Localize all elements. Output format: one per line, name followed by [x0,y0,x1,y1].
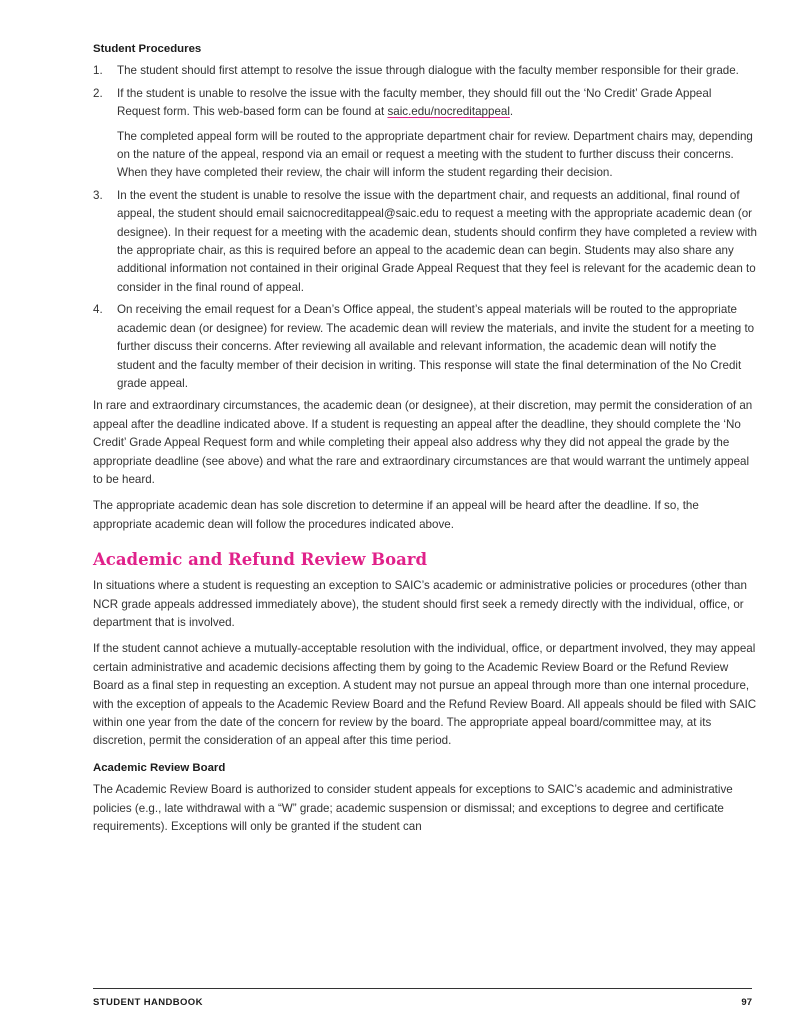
late-appeal-paragraph: In rare and extraordinary circumstances, the academic dean (or designee), at their discretion, may permit the consideration of an appeal after the deadline indicated above. If a student is requesting an appeal after the deadline, they should complete the ‘No Credit’ Grade Appeal Request form and while completing their appeal also address why they did not appeal the grade by the appropriate deadline (see above) and what the rare and extraordinary circumstances are that would warrant the untimely appeal to be heard. [93,399,753,486]
step-text-before-link: If the student is unable to resolve the issue with the faculty member, they should fill out the ‘No Credit’ Grade Appeal Request form. This web-based form can be found at [117,86,712,119]
page-number: 97 [741,997,752,1008]
step-text: The student should first attempt to resolve the issue through dialogue with the faculty member responsible for their grade. [117,64,739,78]
step-text: On receiving the email request for a Dean’s Office appeal, the student’s appeal materials will be routed to the appropriate academic dean (or designee) for review. The academic dean will review the materials, and invite the student for a meeting to further discuss their concerns. After reviewing all available and relevant information, the academic dean will notify the student and the faculty member of their decision in writing. This response will state the final determination of the No Credit grade appeal. [117,303,755,390]
academic-review-board-heading: Academic Review Board [93,761,226,774]
page-content [93,40,757,844]
step-number: 3. [93,188,103,202]
step-subparagraph: The completed appeal form will be routed to the appropriate department chair for review. Department chairs may, depending on the nature of the appeal, respond via an email or request a meeting with the student to further discuss their concerns. When they have completed their review, the chair will inform the student regarding their decision. [117,129,753,180]
dean-discretion-paragraph: The appropriate academic dean has sole discretion to determine if an appeal will be heard after the deadline. If so, the appropriate academic dean will follow the procedures indicated above. [93,499,699,531]
board-appeal-paragraph: If the student cannot achieve a mutually-acceptable resolution with the individual, office, or department involved, they may appeal certain administrative and academic decisions affecting them by going to the Academic Review Board or the Refund Review Board as a final step in requesting an exception. A student may not pursue an appeal through more than one internal procedure, with the exception of appeals to the Academic Review Board and the Refund Review Board. All appeals should be filed with SAIC within one year from the date of the concern for review by the board. The appropriate appeal board/committee may, at its discretion, permit the consideration of an appeal after this time period. [93,642,757,748]
step-text-after-link: . [509,105,514,119]
step-text: In the event the student is unable to resolve the issue with the department chair, and requests an additional, final round of appeal, the student should email saicnocreditappeal@saic.edu to request a meeting with the appropriate academic dean (or designee). In their request for a meeting with the academic dean, students should confirm they have completed a review with the appropriate chair, as this is required before an appeal to the academic dean can begin. Students may also share any additional information not contained in their original Grade Appeal Request that they feel is relevant for the academic dean to consider in the final round of appeal. [117,188,757,294]
footer-divider [93,988,752,989]
section-title: Academic and Refund Review Board [93,550,428,570]
board-intro-paragraph: In situations where a student is requesting an exception to SAIC’s academic or administrative policies or procedures (other than NCR grade appeals addressed immediately above), the student should first seek a remedy directly with the individual, office, or department that is involved. [93,579,747,629]
procedure-step-2 [93,85,757,183]
footer-label: STUDENT HANDBOOK [93,997,203,1008]
procedure-steps-list [93,62,757,393]
academic-review-board-paragraph: The Academic Review Board is authorized to consider student appeals for exceptions to SAIC’s academic and administrative policies (e.g., late withdrawal with a “W” grade; academic suspension or dismissal; and exceptions to degree and certificate requirements). Exceptions will only be granted if the student can [93,783,733,834]
step-number: 4. [93,303,103,317]
procedure-step-3 [93,187,757,297]
step-number: 2. [93,86,103,100]
procedure-step-1 [93,62,757,80]
step-text [117,85,757,122]
nocreditappeal-link[interactable]: saic.edu/nocreditappeal [387,105,510,119]
procedure-step-4 [93,301,757,393]
student-procedures-heading: Student Procedures [93,43,202,55]
step-number: 1. [93,64,103,78]
